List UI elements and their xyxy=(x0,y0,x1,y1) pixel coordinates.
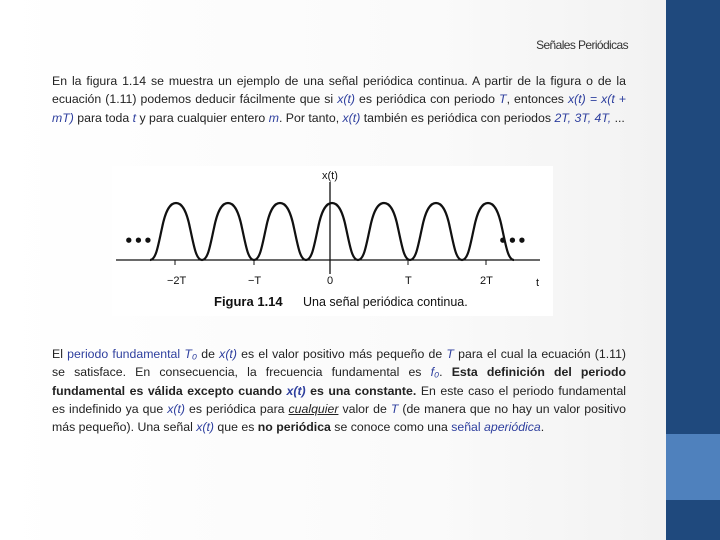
math-T: T xyxy=(499,92,507,107)
text-run: que es xyxy=(214,420,258,435)
sidebar-decoration xyxy=(666,0,720,540)
term-aperiodica: aperiódica xyxy=(484,420,541,435)
text-bold: no periódica xyxy=(257,420,331,435)
sidebar-light-accent xyxy=(666,434,720,500)
figure-background xyxy=(112,166,553,316)
math-xt: x(t) xyxy=(196,420,215,435)
tick-label-T: T xyxy=(405,275,412,287)
term-senal: señal xyxy=(451,420,481,435)
text-run: ... xyxy=(611,110,625,125)
tick-label-minus-2T: −2T xyxy=(167,275,187,287)
slide-title: Señales Periódicas xyxy=(536,38,628,52)
text-run: . xyxy=(439,365,452,380)
math-m: m xyxy=(268,110,279,125)
math-periods: 2T, 3T, 4T, xyxy=(554,110,612,125)
tick-label-2T: 2T xyxy=(480,275,493,287)
paragraph-definition xyxy=(52,345,626,436)
text-run: se conoce como una xyxy=(330,420,452,435)
math-xt: x(t) xyxy=(286,383,306,398)
text-run: . xyxy=(540,420,545,435)
text-run: En la figura 1.14 se muestra un ejemplo de una señal periódica continua. A partir de la figura o de la ecuación (1.11) podemos deducir fácilmente que si xyxy=(52,74,626,107)
text-run: es periódica para xyxy=(184,401,289,416)
periodic-signal-plot xyxy=(112,166,553,316)
ellipsis-left: ••• xyxy=(124,232,153,250)
text-run: es periódica con periodo xyxy=(355,92,500,107)
math-xt: x(t) xyxy=(167,401,185,416)
math-xt: x(t) xyxy=(219,347,237,361)
tick-label-zero: 0 xyxy=(327,275,334,287)
math-equation: x(t) = x(t + mT) xyxy=(52,92,626,125)
math-T: T xyxy=(390,401,399,416)
math-t: t xyxy=(132,110,137,125)
text-bold: Esta definición del periodo fundamental es válida excepto cuando xyxy=(52,365,626,398)
text-run: y para cualquier entero xyxy=(136,110,269,125)
text-run: El xyxy=(52,347,68,361)
text-run: es el valor positivo más pequeño de xyxy=(236,347,447,361)
text-italic-underline: cualquier xyxy=(288,401,339,416)
text-run: . Por tanto, xyxy=(278,110,343,125)
math-T: T xyxy=(446,347,454,361)
math-T0: T₀ xyxy=(184,347,198,361)
paragraph-intro xyxy=(52,72,626,127)
math-xt: x(t) xyxy=(337,92,355,107)
text-run: (de manera que no hay un valor positivo más pequeño). Una señal xyxy=(52,401,626,435)
x-axis-label: t xyxy=(536,277,540,289)
text-run: , entonces xyxy=(506,92,569,107)
y-axis-label: x(t) xyxy=(322,170,338,182)
term-periodo-fundamental: periodo fundamental xyxy=(67,347,181,361)
text-run: En este caso el periodo fundamental es indefinido ya que xyxy=(52,383,627,416)
text-run: para el cual la ecuación (1.11) se satisface. En consecuencia, la frecuencia fundamental es xyxy=(52,347,627,380)
text-run: también es periódica con periodos xyxy=(360,110,555,125)
figure-caption-number: Figura 1.14 xyxy=(214,294,283,309)
text-run: de xyxy=(197,347,220,361)
math-xt: x(t) xyxy=(342,110,361,125)
math-f0: f₀ xyxy=(430,365,440,380)
text-run: valor de xyxy=(338,401,391,416)
ellipsis-right: ••• xyxy=(498,232,527,250)
figure-caption-text: Una señal periódica continua. xyxy=(303,295,468,309)
text-run: para toda xyxy=(73,110,133,125)
text-bold: es una constante. xyxy=(305,383,417,398)
figure-periodic-signal xyxy=(112,166,553,316)
tick-label-minus-T: −T xyxy=(248,275,262,287)
